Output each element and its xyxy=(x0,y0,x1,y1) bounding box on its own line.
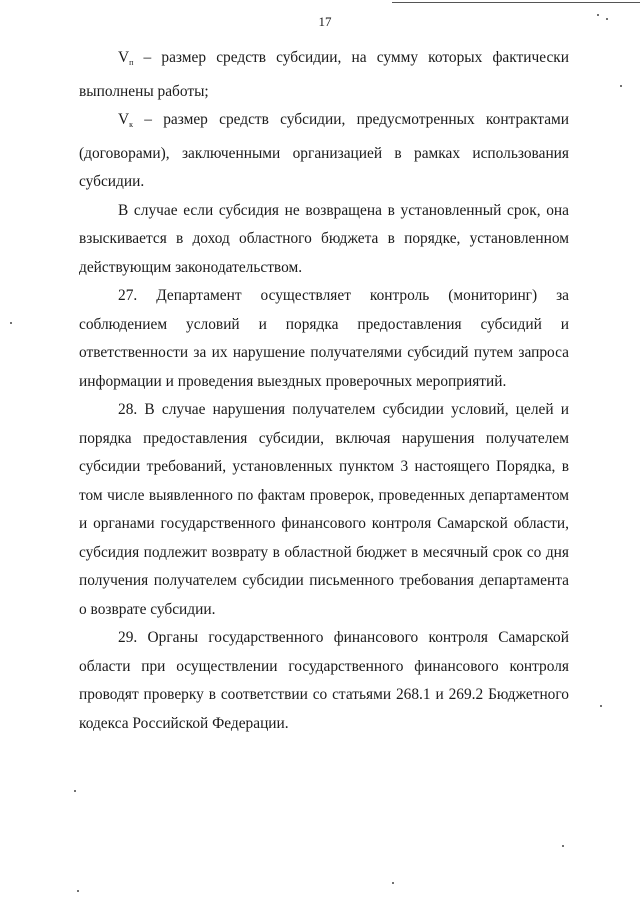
page-number: 17 xyxy=(318,14,332,29)
scan-speck xyxy=(606,18,608,20)
paragraph-29: 29. Органы государственного финансового контроля Самарской области при осуществлении государственного финансового контроля проводят проверку в соответствии со статьями 268.1 и 269.2 Бюджетного кодекса Российской Федерации. xyxy=(79,629,569,732)
document-body xyxy=(79,44,569,738)
scan-speck xyxy=(74,790,76,792)
scan-speck xyxy=(600,705,602,707)
paragraph-27: 27. Департамент осуществляет контроль (мониторинг) за соблюдением условий и порядка предоставления субсидий и ответственности за их нарушение получателями субсидий путем запроса информации и проведения выездных проверочных мероприятий. xyxy=(79,287,569,390)
scan-edge-line xyxy=(392,2,640,3)
paragraph-28: 28. В случае нарушения получателем субсидии условий, целей и порядка предоставления субсидии, включая нарушения получателем субсидии требований, установленных пунктом 3 настоящего Порядка, в том числе выявленного по фактам проверок, проведенных департаментом и органами государственного финансового контроля Самарской области, субсидия подлежит возврату в областной бюджет в месячный срок со дня получения получателем субсидии письменного требования департамента о возврате субсидии. xyxy=(79,401,569,618)
scan-speck xyxy=(77,890,79,892)
paragraph-vp-definition xyxy=(79,44,569,106)
variable-subscript: к xyxy=(129,120,134,129)
paragraph-vk-definition xyxy=(79,106,569,197)
paragraph-recovery: В случае если субсидия не возвращена в установленный срок, она взыскивается в доход областного бюджета в порядке, установленном действующим законодательством. xyxy=(79,201,569,276)
variable-subscript: п xyxy=(129,58,134,67)
variable-symbol: V xyxy=(118,49,130,66)
definition-text: – размер средств субсидии, на сумму которых фактически выполнены работы; xyxy=(79,49,569,100)
scan-speck xyxy=(10,322,12,324)
variable-symbol: V xyxy=(118,111,130,128)
scan-speck xyxy=(597,14,599,16)
definition-text: – размер средств субсидии, предусмотренных контрактами (договорами), заключенными организацией в рамках использования субсидии. xyxy=(79,111,569,190)
scan-speck xyxy=(562,845,564,847)
scan-speck xyxy=(620,85,622,87)
scan-speck xyxy=(392,882,394,884)
